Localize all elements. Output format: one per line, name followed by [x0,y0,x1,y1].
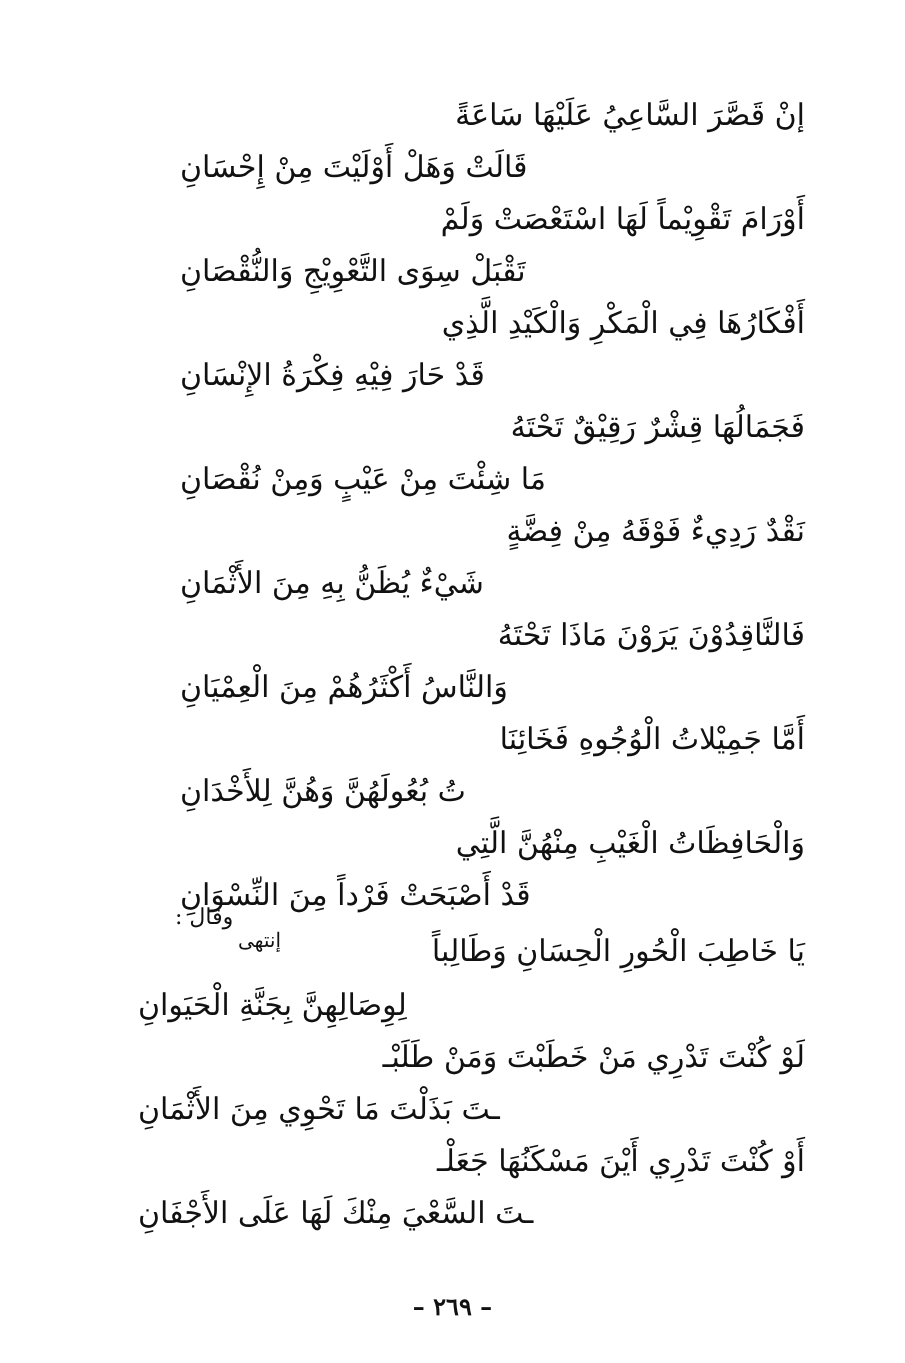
poem-line-14: تُ بُعُولَهُنَّ وَهُنَّ لِلأَخْدَانِ [180,774,466,809]
poem-line-8: مَا شِئْتَ مِنْ عَيْبٍ وَمِنْ نُقْصَانِ [180,462,546,497]
page-number: – ٢٦٩ – [412,1292,493,1321]
poem-line-2: قَالَتْ وَهَلْ أَوْلَيْتَ مِنْ إِحْسَانِ [180,150,528,185]
poem-line-4: تَقْبَلْ سِوَى التَّعْوِيْجِ وَالنُّقْصَانِ [180,254,526,289]
poem-line-3: أَوْرَامَ تَقْوِيْماً لَهَا اسْتَعْصَتْ وَلَمْ [440,202,805,237]
poem-line-9: نَقْدٌ رَدِيءٌ فَوْقَهُ مِنْ فِضَّةٍ [506,514,805,549]
poem-line-15: وَالْحَافِظَاتُ الْغَيْبِ مِنْهُنَّ الَّتِي [455,826,805,861]
poem-line-7: فَجَمَالُهَا قِشْرٌ رَقِيْقٌ تَحْتَهُ [510,410,805,445]
section-intro-label: وقال : [175,905,234,930]
poem-line-12: وَالنَّاسُ أَكْثَرُهُمْ مِنَ الْعِمْيَانِ [180,670,508,705]
poem-line-22: ـتَ السَّعْيَ مِنْكَ لَهَا عَلَى الأَجْفَانِ [138,1196,534,1231]
poem-line-13: أَمَّا جَمِيْلاتُ الْوُجُوهِ فَخَائِنَا [499,722,805,757]
poem-line-18: لِوِصَالِهِنَّ بِجَنَّةِ الْحَيَوانِ [138,988,407,1023]
poem-line-1: إنْ قَصَّرَ السَّاعِيُ عَلَيْهَا سَاعَةً [455,98,805,133]
poem-line-16: قَدْ أَصْبَحَتْ فَرْداً مِنَ النِّسْوَانِ [180,878,531,913]
poem-line-20: ـتَ بَذَلْتَ مَا تَحْوِي مِنَ الأَثْمَانِ [138,1092,500,1127]
poem-line-21: أَوْ كُنْتَ تَدْرِي أَيْنَ مَسْكَنُهَا جَعَلْـ [436,1144,805,1179]
end-marker-label: إنتهى [238,928,282,952]
poem-line-19: لَوْ كُنْتَ تَدْرِي مَنْ خَطَبْتَ وَمَنْ طَلَبْـ [382,1040,805,1075]
poem-line-11: فَالنَّاقِدُوْنَ يَرَوْنَ مَاذَا تَحْتَهُ [497,618,805,653]
poem-line-10: شَيْءٌ يُظَنُّ بِهِ مِنَ الأَثْمَانِ [180,566,484,601]
poem-line-6: قَدْ حَارَ فِيْهِ فِكْرَةُ الإِنْسَانِ [180,358,485,393]
poem-line-17: يَا خَاطِبَ الْحُورِ الْحِسَانِ وَطَالِباً [431,934,805,969]
poem-line-5: أَفْكَارُهَا فِي الْمَكْرِ وَالْكَيْدِ الَّذِي [441,306,805,341]
